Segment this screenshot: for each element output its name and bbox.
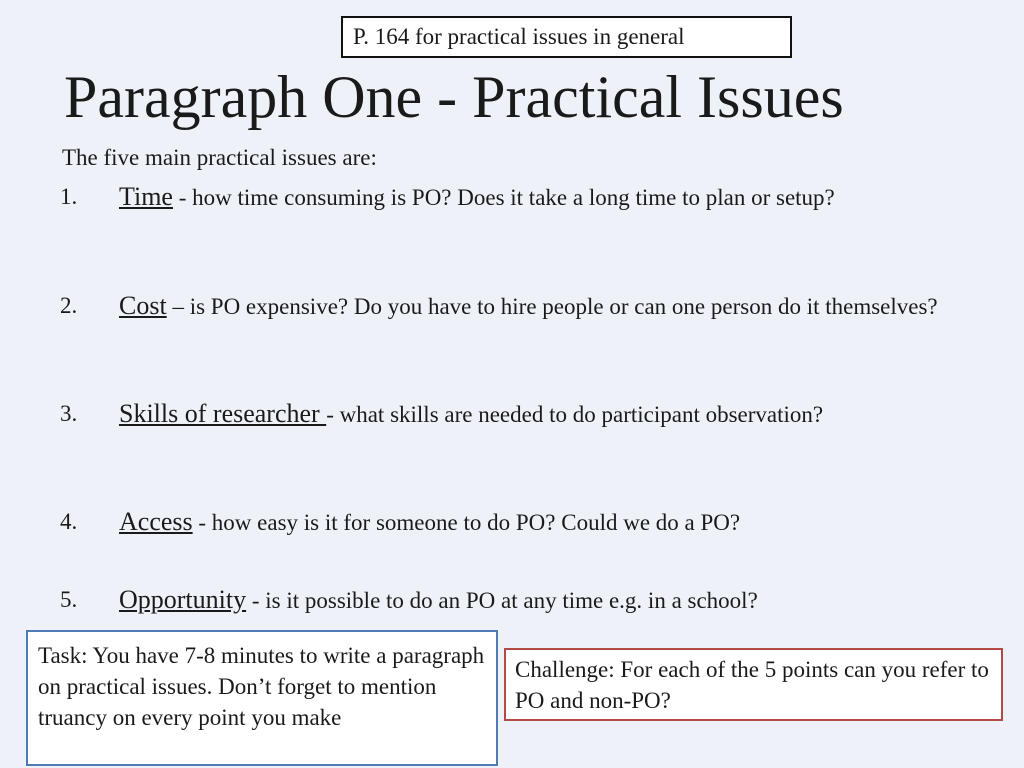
- item-term: Access: [119, 507, 193, 536]
- list-item-opportunity: [60, 584, 960, 616]
- intro-text: The five main practical issues are:: [62, 145, 377, 170]
- task-box: Task: You have 7-8 minutes to write a paragraph on practical issues. Don’t forget to mention truancy on every point you make: [26, 630, 498, 766]
- item-number: 3.: [60, 401, 78, 426]
- list-item-cost: [60, 290, 960, 322]
- item-description: – is PO expensive? Do you have to hire people or can one person do it themselves?: [166, 294, 938, 319]
- item-number: 5.: [60, 587, 78, 612]
- item-description: - how time consuming is PO? Does it take a long time to plan or setup?: [172, 185, 835, 210]
- item-term: Time: [119, 182, 173, 211]
- item-number: 1.: [60, 184, 78, 209]
- list-item-skills: [60, 398, 960, 430]
- slide-title: Paragraph One - Practical Issues: [64, 64, 844, 130]
- challenge-box: Challenge: For each of the 5 points can you refer to PO and non-PO?: [504, 648, 1003, 721]
- list-item-access: [60, 506, 960, 538]
- item-description: - how easy is it for someone to do PO? Could we do a PO?: [192, 510, 741, 535]
- item-description: - is it possible to do an PO at any time e.g. in a school?: [246, 588, 758, 613]
- item-term: Cost: [119, 291, 167, 320]
- item-number: 2.: [60, 293, 78, 318]
- item-term: Skills of researcher: [119, 399, 327, 428]
- item-number: 4.: [60, 509, 78, 534]
- list-item-time: [60, 181, 960, 213]
- page-reference-note: P. 164 for practical issues in general: [341, 16, 792, 58]
- item-term: Opportunity: [119, 585, 247, 614]
- item-description: - what skills are needed to do participant observation?: [326, 402, 824, 427]
